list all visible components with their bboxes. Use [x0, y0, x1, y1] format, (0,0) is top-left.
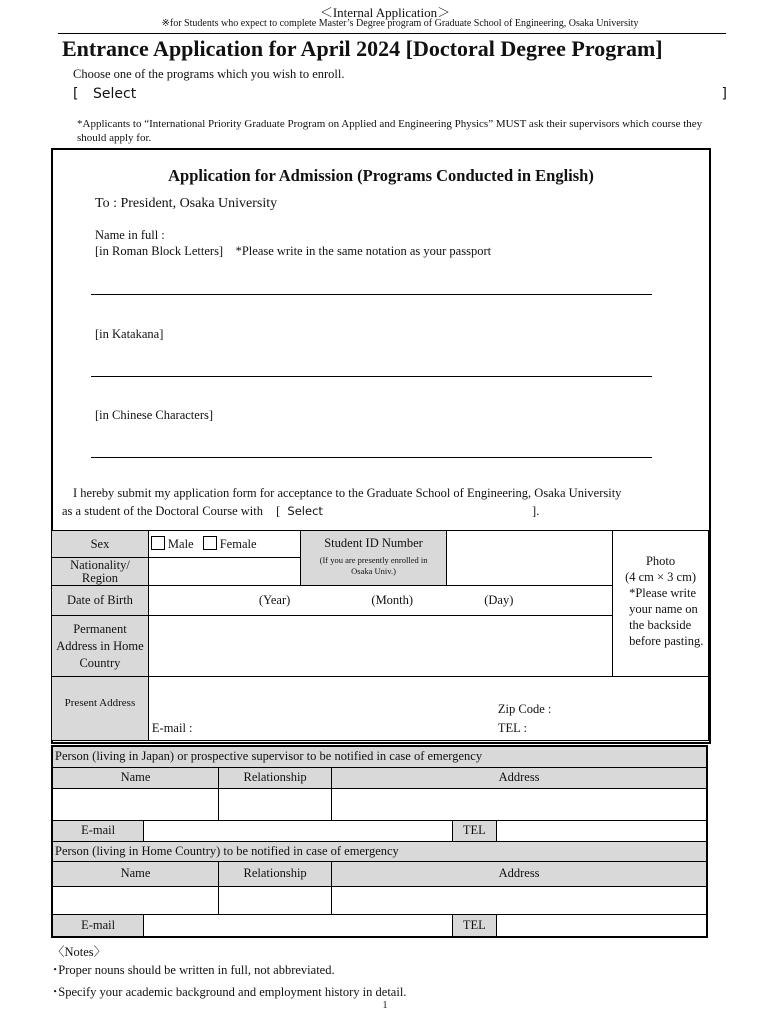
emergency-japan-heading: Person (living in Japan) or prospective supervisor to be notified in case of emergency: [52, 746, 707, 767]
submission-line-2-start: as a student of the Doctoral Course with: [62, 504, 263, 518]
page-number: 1: [382, 1000, 388, 1011]
emergency-home-name-header: Name: [52, 861, 219, 886]
zip-code-label: Zip Code :: [497, 702, 552, 716]
emergency-japan-tel-field[interactable]: [496, 820, 707, 841]
note-item-2: ･Specify your academic background and employment history in detail.: [52, 985, 407, 999]
emergency-home-email-field[interactable]: [144, 914, 453, 937]
present-address-label: Present Address: [52, 677, 149, 741]
notes-heading: 〈Notes〉: [52, 945, 107, 959]
date-of-birth-label: Date of Birth: [52, 586, 149, 616]
male-option[interactable]: Male: [151, 537, 194, 551]
emergency-japan-address-header: Address: [332, 767, 707, 788]
date-of-birth-field[interactable]: [148, 586, 612, 616]
emergency-home-heading: Person (living in Home Country) to be notified in case of emergency: [52, 841, 707, 861]
photo-box[interactable]: [613, 531, 709, 677]
nationality-field[interactable]: [148, 558, 300, 586]
emergency-japan-relationship-header: Relationship: [219, 767, 332, 788]
emergency-home-relationship-header: Relationship: [219, 861, 332, 886]
course-select[interactable]: Select: [287, 504, 323, 518]
female-checkbox[interactable]: [203, 536, 217, 550]
submission-statement: [62, 484, 702, 520]
emergency-home-name-field[interactable]: [52, 886, 219, 914]
emergency-japan-email-field[interactable]: [144, 820, 453, 841]
name-label: [95, 227, 491, 259]
emergency-japan-email-label: E-mail: [52, 820, 144, 841]
sex-options: [148, 531, 300, 558]
email-label: E-mail :: [151, 721, 193, 735]
page-title: Entrance Application for April 2024 [Doctoral Degree Program]: [62, 36, 663, 61]
roman-letters-label: [in Roman Block Letters] *Please write in the same notation as your passport: [95, 244, 492, 258]
emergency-home-relationship-field[interactable]: [219, 886, 332, 914]
emergency-japan-relationship-field[interactable]: [219, 788, 332, 820]
photo-size: (4 cm × 3 cm): [625, 570, 696, 584]
sex-label: Sex: [52, 531, 149, 558]
emergency-home-email-label: E-mail: [52, 914, 144, 937]
select-open-bracket: [: [73, 86, 79, 102]
emergency-home-tel-label: TEL: [452, 914, 496, 937]
priority-program-note: *Applicants to “International Priority Graduate Program on Applied and Engineering Physics” MUST ask their supervisors which course they should apply for.: [77, 118, 703, 144]
choose-program-instruction: Choose one of the programs which you wish to enroll.: [73, 67, 345, 81]
nationality-label: Nationality/ Region: [52, 558, 149, 586]
permanent-address-field[interactable]: [148, 616, 612, 677]
name-full-label: Name in full :: [95, 228, 165, 242]
roman-name-field[interactable]: [91, 294, 652, 295]
target-students-note: ※for Students who expect to complete Master’s Degree program of Graduate School of Engineering, Osaka University: [161, 18, 639, 29]
header-divider: [58, 33, 726, 34]
submission-line-2: as a student of the Doctoral Course with [ Select ].: [62, 504, 540, 518]
emergency-japan-tel-label: TEL: [452, 820, 496, 841]
emergency-home-address-header: Address: [332, 861, 707, 886]
emergency-japan-name-header: Name: [52, 767, 219, 788]
male-checkbox[interactable]: [151, 536, 165, 550]
katakana-label: [in Katakana]: [95, 327, 164, 341]
personal-info-table: [51, 530, 709, 741]
photo-instruction: *Please write your name on the backside before pasting.: [629, 586, 704, 648]
female-option[interactable]: Female: [203, 537, 257, 551]
permanent-address-label: Permanent Address in Home Country: [52, 616, 149, 677]
photo-title: Photo: [645, 554, 676, 568]
student-id-note: (If you are presently enrolled in Osaka Univ.): [319, 555, 428, 576]
emergency-home-address-field[interactable]: [332, 886, 707, 914]
select-close-bracket: ]: [721, 86, 727, 102]
submission-line-1: I hereby submit my application form for acceptance to the Graduate School of Engineering, Osaka University: [73, 486, 622, 500]
dob-year-label: (Year): [258, 593, 291, 607]
emergency-home-tel-field[interactable]: [496, 914, 707, 937]
emergency-japan-name-field[interactable]: [52, 788, 219, 820]
form-title: Application for Admission (Programs Conducted in English): [168, 166, 594, 185]
emergency-contacts-table: [51, 745, 708, 938]
dob-month-label: (Month): [371, 593, 414, 607]
dob-day-label: (Day): [484, 593, 514, 607]
internal-application-label: ＜Internal Application＞: [319, 5, 451, 20]
student-id-label: Student ID Number (If you are presently enrolled in Osaka Univ.): [300, 531, 447, 586]
katakana-name-field[interactable]: [91, 376, 652, 377]
addressee: To : President, Osaka University: [95, 196, 278, 211]
note-item-1: ･Proper nouns should be written in full, not abbreviated.: [52, 963, 335, 977]
emergency-japan-address-field[interactable]: [332, 788, 707, 820]
program-select-value[interactable]: Select: [93, 86, 137, 102]
tel-label: TEL :: [497, 721, 527, 735]
chinese-name-field[interactable]: [91, 457, 652, 458]
submission-line-2-end: ].: [532, 504, 540, 518]
student-id-field[interactable]: [447, 531, 613, 586]
present-address-field[interactable]: [148, 677, 708, 741]
chinese-characters-label: [in Chinese Characters]: [95, 408, 214, 422]
